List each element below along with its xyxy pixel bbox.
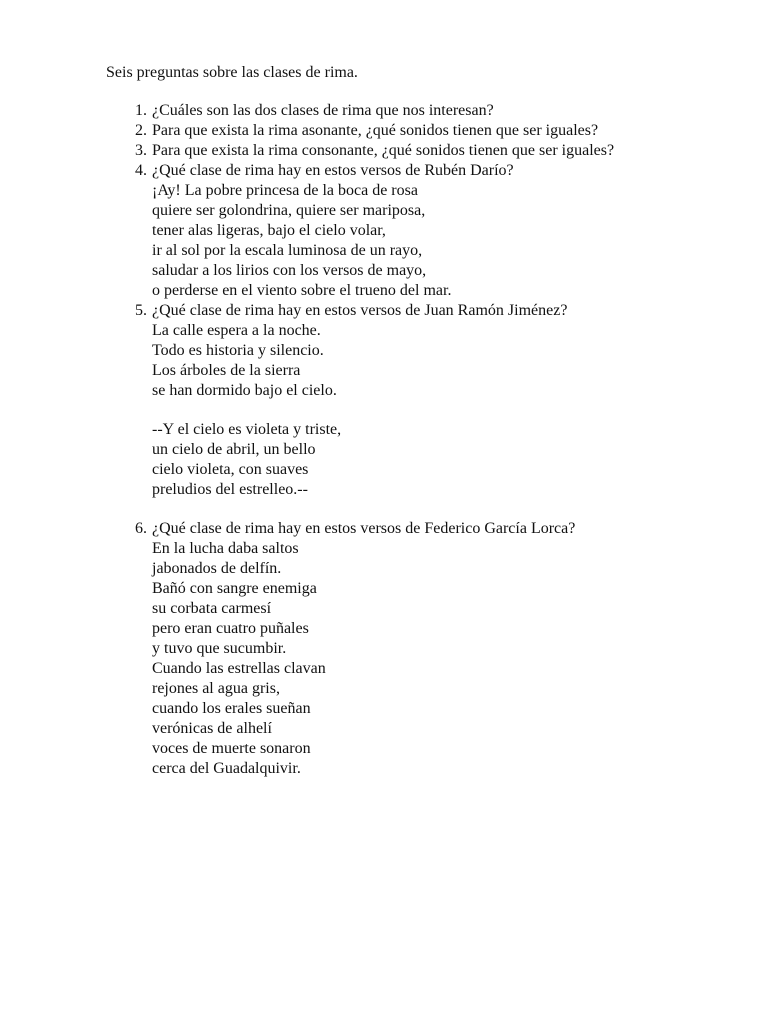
verse-line: tener alas ligeras, bajo el cielo volar, <box>152 222 386 239</box>
verse-block-jimenez-stanza-1 <box>152 321 750 401</box>
verse-block-lorca <box>152 539 750 779</box>
question-6 <box>110 519 750 779</box>
verse-line: jabonados de delfín. <box>152 560 282 577</box>
question-number: 4. <box>135 162 147 179</box>
verse-line: pero eran cuatro puñales <box>152 620 309 637</box>
question-number: 5. <box>135 302 147 319</box>
verse-line: rejones al agua gris, <box>152 680 280 697</box>
verse-line: La calle espera a la noche. <box>152 322 321 339</box>
question-number: 1. <box>135 102 147 119</box>
verse-line: quiere ser golondrina, quiere ser mariposa, <box>152 202 426 219</box>
question-1 <box>110 101 750 121</box>
verse-line: cielo violeta, con suaves <box>152 461 309 478</box>
verse-line: Bañó con sangre enemiga <box>152 580 317 597</box>
verse-line: o perderse en el viento sobre el trueno del mar. <box>152 282 452 299</box>
question-number: 2. <box>135 122 147 139</box>
question-text: ¿Qué clase de rima hay en estos versos de Rubén Darío? <box>152 162 514 179</box>
verse-line: se han dormido bajo el cielo. <box>152 382 337 399</box>
question-text: ¿Cuáles son las dos clases de rima que nos interesan? <box>152 102 494 119</box>
verse-line: verónicas de alhelí <box>152 720 272 737</box>
verse-line: cuando los erales sueñan <box>152 700 311 717</box>
verse-line: --Y el cielo es violeta y triste, <box>152 421 342 438</box>
verse-line: Todo es historia y silencio. <box>152 342 324 359</box>
verse-line: su corbata carmesí <box>152 600 272 617</box>
question-4 <box>110 161 750 301</box>
verse-line: cerca del Guadalquivir. <box>152 760 301 777</box>
verse-line: ¡Ay! La pobre princesa de la boca de rosa <box>152 182 418 199</box>
verse-block-dario <box>152 181 750 301</box>
verse-line: preludios del estrelleo.-- <box>152 481 308 498</box>
verse-line: un cielo de abril, un bello <box>152 441 316 458</box>
stanza-gap <box>152 401 750 420</box>
question-number: 3. <box>135 142 147 159</box>
document-title: Seis preguntas sobre las clases de rima. <box>106 64 358 81</box>
question-text: ¿Qué clase de rima hay en estos versos de Juan Ramón Jiménez? <box>152 302 568 319</box>
verse-line: Los árboles de la sierra <box>152 362 301 379</box>
verse-line: y tuvo que sucumbir. <box>152 640 287 657</box>
question-list <box>110 101 750 779</box>
verse-line: saludar a los lirios con los versos de mayo, <box>152 262 427 279</box>
question-text: ¿Qué clase de rima hay en estos versos de Federico García Lorca? <box>152 520 576 537</box>
verse-block-jimenez-stanza-2 <box>152 420 750 500</box>
verse-line: Cuando las estrellas clavan <box>152 660 326 677</box>
verse-line: voces de muerte sonaron <box>152 740 311 757</box>
verse-line: ir al sol por la escala luminosa de un rayo, <box>152 242 423 259</box>
question-3 <box>110 141 750 161</box>
question-text: Para que exista la rima consonante, ¿qué sonidos tienen que ser iguales? <box>152 142 615 159</box>
question-5 <box>110 301 750 500</box>
question-number: 6. <box>135 520 147 537</box>
verse-line: En la lucha daba saltos <box>152 540 299 557</box>
question-text: Para que exista la rima asonante, ¿qué sonidos tienen que ser iguales? <box>152 122 599 139</box>
question-2 <box>110 121 750 141</box>
